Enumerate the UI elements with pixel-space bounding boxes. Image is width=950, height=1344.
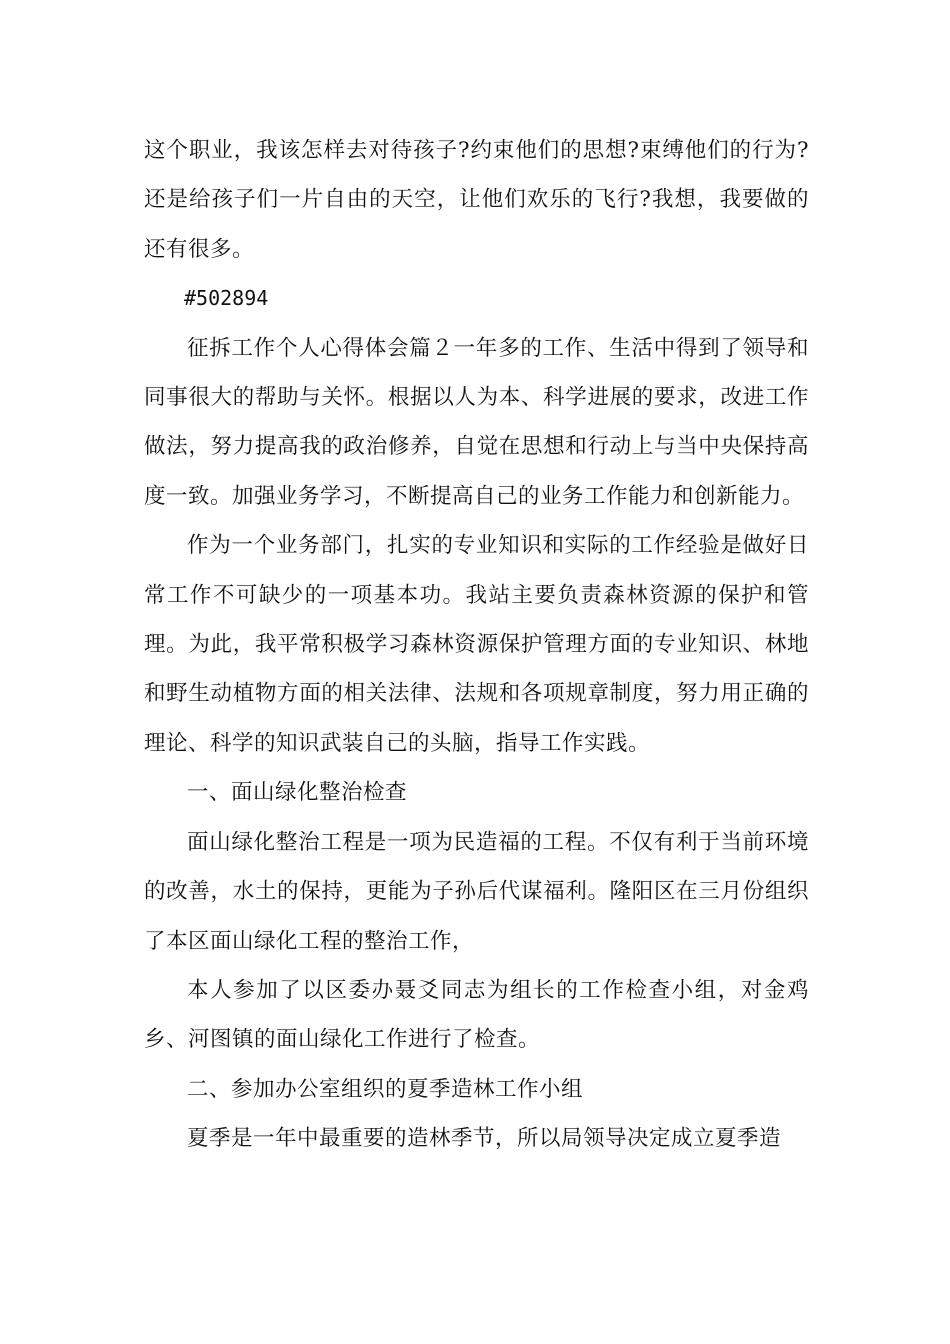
section-heading-summer-afforestation: 二、参加办公室组织的夏季造林工作小组 [187,1076,584,1102]
paragraph-document-id: #502894 [184,286,269,311]
paragraph-inspection-team: 本人参加了以区委办聂爻同志为组长的工作检查小组，对金鸡乡、河图镇的面山绿化工作进行了检查。 [144,977,809,1053]
paragraph-mountain-greening: 面山绿化整治工程是一项为民造福的工程。不仅有利于当前环境的改善，水土的保持，更能为子孙后代谋福利。隆阳区在三月份组织了本区面山绿化工程的整治工作， [144,829,809,954]
paragraph-career-reflection: 这个职业，我该怎样去对待孩子?约束他们的思想?束缚他们的行为?还是给孩子们一片自由的天空，让他们欢乐的飞行?我想，我要做的还有很多。 [144,138,809,262]
paragraph-experience-intro: 征拆工作个人心得体会篇２一年多的工作、生活中得到了领导和同事很大的帮助与关怀。根据以人为本、科学进展的要求，改进工作做法，努力提高我的政治修养，自觉在思想和行动上与当中央保持高度一致。加强业务学习，不断提高自己的业务工作能力和创新能力。 [144,335,809,509]
paragraph-professional-study: 作为一个业务部门，扎实的专业知识和实际的工作经验是做好日常工作不可缺少的一项基本功。我站主要负责森林资源的保护和管理。为此，我平常积极学习森林资源保护管理方面的专业知识、林地和野生动植物方面的相关法律、法规和各项规章制度，努力用正确的理论、科学的知识武装自己的头脑，指导工作实践。 [144,533,809,756]
paragraph-summer-afforestation: 夏季是一年中最重要的造林季节，所以局领导决定成立夏季造 [187,1126,782,1152]
document-body [144,126,809,1164]
section-heading-mountain-greening: 一、面山绿化整治检查 [187,780,408,806]
